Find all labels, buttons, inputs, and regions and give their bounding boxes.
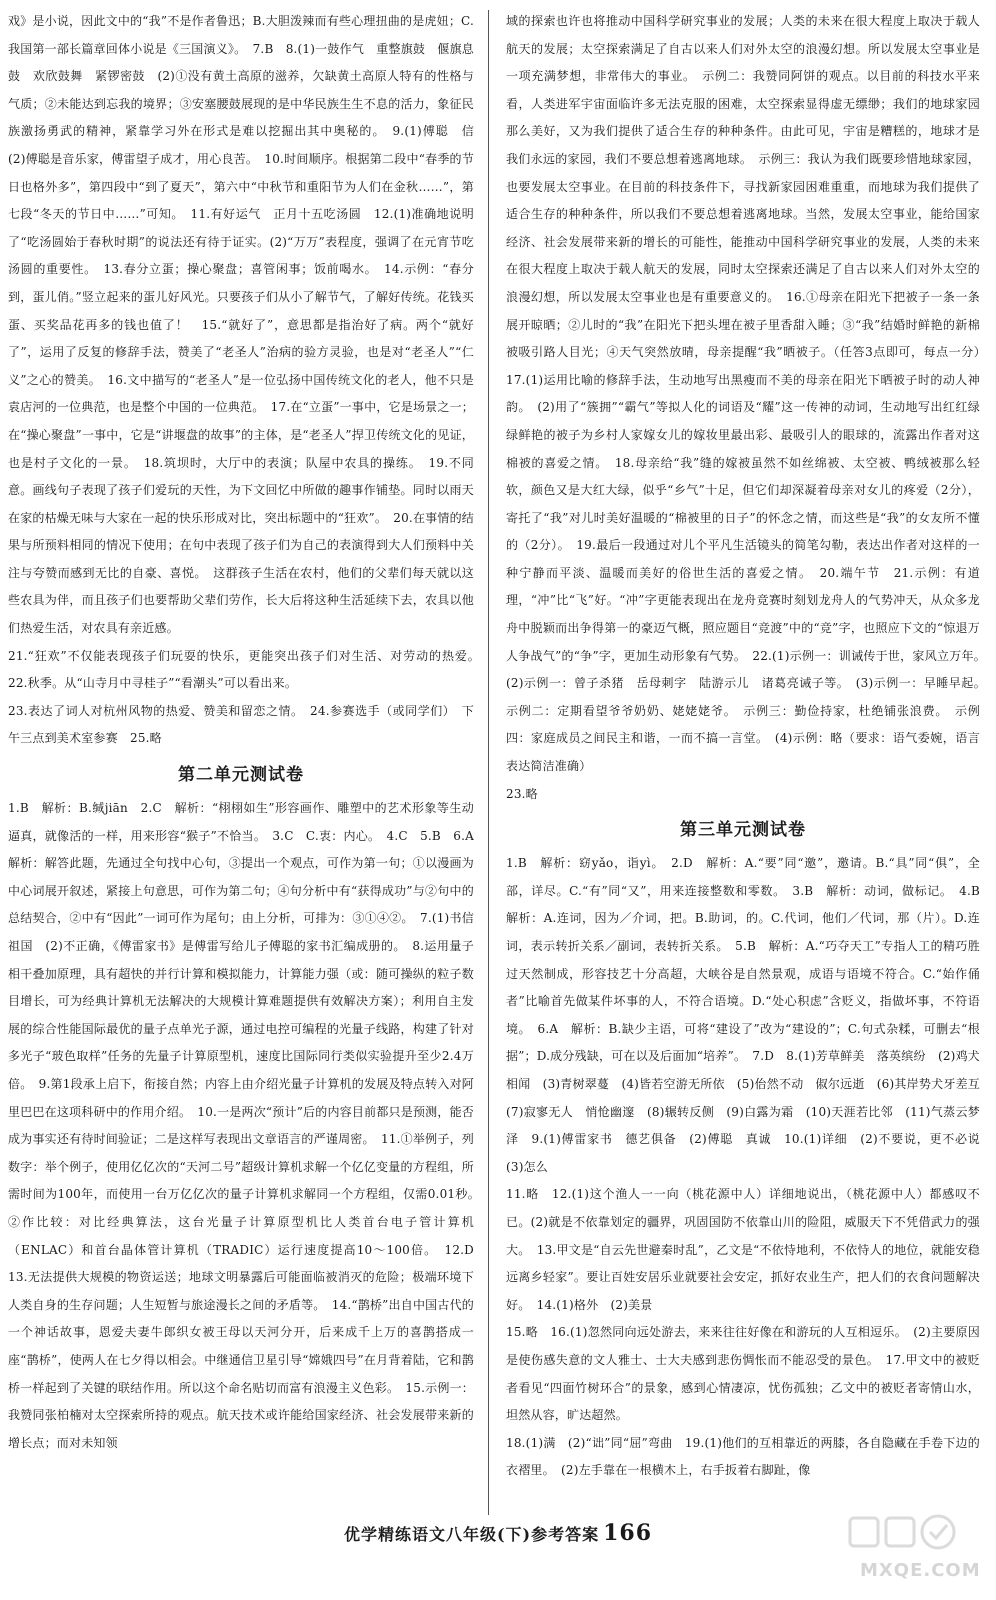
left-column <box>8 8 487 1457</box>
right-paragraph-1: 域的探索也许也将推动中国科学研究事业的发展；人类的未来在很大程度上取决于载人航天的发展；太空探索满足了自古以来人们对外太空的浪漫幻想。所以发展太空事业是一项充满梦想，非常伟大的事业。 示例二：我赞同阿饼的观点。以目前的科技水平来看，人类进军宇宙面临许多无法克服的困难，太空探索显得虚无缥缈；我们的地球家园那么美好，又为我们提供了适合生存的种种条件。由此可见，宇宙是糟糕的，地球才是我们永远的家园，我们不要总想着逃离地球。 示例三：我认为我们既要珍惜地球家园，也要发展太空事业。在目前的科技条件下，寻找新家园困难重重，而地球为我们提供了适合生存的种种条件，所以我们不要总想着逃离地球。当然，发展太空事业，能给国家经济、社会发展带来新的增长的可能性，能推动中国科学研究事业的发展，人类的未来在很大程度上取决于载人航天的发展，同时太空探索还满足了自古以来人们对外太空的浪漫幻想，所以发展太空事业也是有重要意义的。 16.①母亲在阳光下把被子一条一条展开晾晒；②儿时的“我”在阳光下把头埋在被子里香甜入睡；③“我”结婚时鲜艳的新棉被吸引路人目光；④天气突然放晴，母亲提醒“我”晒被子。（任答3点即可，每点一分） 17.(1)运用比喻的修辞手法，生动地写出黑瘦而不美的母亲在阳光下晒被子时的动人神韵。 (2)用了“簇拥”“霸气”等拟人化的词语及“耀”这一传神的动词，生动地写出红红绿绿鲜艳的被子为乡村人家嫁女儿的嫁妆里最出彩、最吸引人的眼球的，流露出作者对这棉被的喜爱之情。 18.母亲给“我”缝的嫁被虽然不如丝绵被、太空被、鸭绒被那么轻软，颜色又是大红大绿，似乎“乡气”十足，但它们却深凝着母亲对女儿的疼爱（2分），寄托了“我”对儿时美好温暖的“棉被里的日子”的怀念之情，而这些是“我”的女友所不懂的（2分）。 19.最后一段通过对儿个平凡生活镜头的简笔勾勒，表达出作者对这样的一种宁静而平淡、温暖而美好的俗世生活的喜爱之情。 20.端午节 21.示例：有道理，“冲”比“飞”好。“冲”字更能表现出在龙舟竞赛时刻划龙舟人的气势冲天，从众多龙舟中脱颖而出争得第一的豪迈气概，照应题目“竞渡”中的“竞”字，也照应下文的“惊退万人争战气”的“争”字，更加生动形象有气势。 22.(1)示例一：训诫传于世，家风立万年。 (2)示例一：曾子杀猪 岳母刺字 陆游示儿 诸葛亮诫子等。 (3)示例一：早睡早起。 示例二：定期看望爷爷奶奶、姥姥姥爷。 示例三：勤俭持家，杜绝铺张浪费。 示例四：家庭成员之间民主和谐，一而不搞一言堂。 (4)示例：略（要求：语气委婉，语言表达简洁准确） <box>506 14 993 774</box>
right-paragraph-2: 23.略 <box>506 786 538 801</box>
right-column <box>506 8 993 1485</box>
section-3-answers-4: 18.(1)满 (2)“诎”同“屈”弯曲 19.(1)他们的互相靠近的两膝，各自隐藏在手卷下边的衣褶里。 (2)左手靠在一根横木上，右手扳着右脚趾，像 <box>506 1435 980 1478</box>
section-2-title: 第二单元测试卷 <box>178 765 304 786</box>
column-divider <box>488 10 489 1515</box>
section-3-answers-2: 11.略 12.(1)这个渔人一一向（桃花源中人）详细地说出，（桃花源中人）都感叹不已。(2)就是不依靠划定的疆界，巩固国防不依靠山川的险阻，威服天下不凭借武力的强大。 13.甲文是“自云先世避秦时乱”，乙文是“不依恃地利，不依恃人的地位，就能安稳远离乡轻家”。要让百姓安居乐业就要社会安定，抓好农业生产，把人们的衣食问题解决好。 14.(1)格外 (2)美景 <box>506 1187 980 1312</box>
section-3-answers-1: 1.B 解析：窈yǎo，诣yì。 2.D 解析：A.“要”同“邀”，邀请。B.“具”同“俱”，全部，详尽。C.“有”同“又”，用来连接整数和零数。 3.B 解析：动词，做标记。 4.B 解析：A.连词，因为／介词，把。B.助词，的。C.代词，他们／代词，那（片）。D.连词，表示转折关系／副词，表转折关系。 5.B 解析：A.“巧夺天工”专指人工的精巧胜过天然制成，形容技艺十分高超，大峡谷是自然景观，成语与语境不符合。C.“始作俑者”比喻首先做某件坏事的人，不符合语境。D.“处心积虑”含贬义，指做坏事，不符语境。 6.A 解析：B.缺少主语，可将“建设了”改为“建设的”；C.句式杂糅，可删去“根据”；D.成分残缺，可在以及后面加“培养”。 7.D 8.(1)芳草鲜美 落英缤纷 (2)鸡犬相闻 (3)青树翠蔓 (4)皆若空游无所依 (5)佁然不动 俶尔远逝 (6)其岸势犬牙差互 (7)寂寥无人 悄怆幽邃 (8)辗转反侧 (9)白露为霜 (10)天涯若比邻 (11)气蒸云梦泽 9.(1)傅雷家书 德艺俱备 (2)傅聪 真诚 10.(1)详细 (2)不要说，更不必说 (3)怎么 <box>506 856 993 1174</box>
watermark <box>820 1512 980 1592</box>
section-3-answers-3: 15.略 16.(1)忽然同向远处游去，来来往往好像在和游玩的人互相逗乐。 (2)主要原因是使伤感失意的文人雅士、士大夫感到悲伤惆怅而不能忍受的景色。 17.甲文中的被贬者看见“四面竹树环合”的景象，感到心情凄凉，忧伤孤独；乙文中的被贬者寄情山水，坦然从容，旷达超然。 <box>506 1325 980 1423</box>
section-2-answers: 1.B 解析：B.缄jiān 2.C 解析：“栩栩如生”形容画作、雕塑中的艺术形象等生动逼真，就像活的一样，用来形容“猴子”不恰当。 3.C C.衷：内心。 4.C 5.B 6.A 解析：解答此题，先通过全句找中心句，③提出一个观点，可作为第一句；①以漫画为中心词展开叙述，紧接上句意思，可作为第二句；④句分析中有“获得成功”与②句中的总结契合，②中有“因此”一词可作为尾句；由上分析，可排为：③①④②。 7.(1)书信 祖国 (2)不正确，《傅雷家书》是傅雷写给儿子傅聪的家书汇编成册的。 8.运用量子相干叠加原理，具有超快的并行计算和模拟能力，计算能力强（或：随可操纵的粒子数目增长，可为经典计算机无法解决的大规模计算难题提供有效解决方案）；利用自主发展的综合性能国际最优的量子点单光子源，通过电控可编程的光量子线路，构建了针对多光子“玻色取样”任务的先量子计算原型机，速度比国际同行类似实验提升至少2.4万倍。 9.第1段承上启下，衔接自然；内容上由介绍光量子计算机的发展及特点转入对阿里巴巴在这项科研中的作用介绍。 10.一是两次“预计”后的内容目前都只是预测，能否成为事实还有待时间验证；二是这样写表现出文章语言的严谨周密。 11.①举例子，列数字：举个例子，使用亿亿次的“天河二号”超级计算机求解一个亿亿变量的方程组，所需时间为100年，而使用一台万亿亿次的量子计算机求解同一个方程组，仅需0.01秒。 ②作比较：对比经典算法，这台光量子计算原型机比人类首台电子管计算机（ENLAC）和首台晶体管计算机（TRADIC）运行速度提高10～100倍。 12.D 13.无法提供大规模的物资运送；地球文明暴露后可能面临被消灭的危险；极端环境下人类自身的生存问题；人生短暂与旅途漫长之间的矛盾等。 14.“鹊桥”出自中国古代的一个神话故事，恩爱夫妻牛郎织女被王母以天河分开，后来成千上万的喜鹊搭成一座“鹊桥”，使两人在七夕得以相会。中继通信卫星引导“嫦娥四号”在月背着陆，它和鹊桥一样起到了关键的联结作用。所以这个命名贴切而富有浪漫主义色彩。 15.示例一：我赞同张柏楠对太空探索所持的观点。航天技术或许能给国家经济、社会发展带来新的增长点；而对未知领 <box>8 801 487 1450</box>
left-paragraph-1: 戏》是小说，因此文中的“我”不是作者鲁迅；B.大胆泼辣而有些心理扭曲的是虎妞；C.我国第一部长篇章回体小说是《三国演义》。 7.B 8.(1)一鼓作气 重整旗鼓 偃旗息鼓 欢欣鼓舞 紧锣密鼓 (2)①没有黄土高原的滋养，欠缺黄土高原人特有的性格与气质；②未能达到忘我的境界；③安塞腰鼓展现的是中华民族生生不息的活力，象征民族激扬勇武的精神，紧靠学习外在形式是难以挖掘出其中奥秘的。 9.(1)傅聪 信 (2)傅聪是音乐家，傅雷望子成才，用心良苦。 10.时间顺序。根据第二段中“春季的节日也格外多”，第四段中“到了夏天”，第六中“中秋节和重阳节为人们在金秋……”，第七段“冬天的节日中……”可知。 11.有好运气 正月十五吃汤圆 12.(1)准确地说明了“吃汤圆始于春秋时期”的说法还有待于证实。(2)“万万”表程度，强调了在元宵节吃汤圆的重要性。 13.春分立蛋；操心聚盘；喜管闲事；饭前喝水。 14.示例：“春分到，蛋儿俏。”竖立起来的蛋儿好风光。只要孩子们从小了解节气，了解好传统。花钱买蛋、买奖品花再多的钱也值了！ 15.“就好了”，意思都是指治好了病。两个“就好了”，运用了反复的修辞手法，赞美了“老圣人”治病的验方灵验，也是对“老圣人”“仁义”之心的赞美。 16.文中描写的“老圣人”是一位弘扬中国传统文化的老人，他不只是袁店河的一位典范，也是整个中国的一位典范。 17.在“立蛋”一事中，它是场景之一；在“操心聚盘”一事中，它是“讲堰盘的故事”的主体，是“老圣人”捍卫传统文化的见证，也是村子文化的一景。 18.筑坝时，大厅中的表演；队屋中农具的操练。 19.不同意。画线句子表现了孩子们爱玩的天性，为下文回忆中所做的趣事作铺垫。同时以雨天在家的枯燥无味与大家在一起的快乐形成对比，突出标题中的“狂欢”。 20.在事情的结果与所预料相同的情况下使用；在句中表现了孩子们为自己的表演得到大人们预料中关注与夸赞而感到无比的自豪、喜悦。 这群孩子生活在农村，他们的父辈们每天就以这些农具为伴，而且孩子们也要帮助父辈们劳作，长大后将这种生活延续下去，农具以他们热爱生活，对农具有亲近感。 <box>8 14 487 636</box>
watermark-text: MXQE.COM <box>860 1560 981 1581</box>
left-paragraph-3: 23.表达了词人对杭州风物的热爱、赞美和留恋之情。 24.参赛选手（或同学们） 下午三点到美术室参赛 25.略 <box>8 703 474 746</box>
page-number: 166 <box>603 1520 653 1546</box>
answer-logo-icon <box>820 1512 980 1562</box>
left-paragraph-2: 21.“狂欢”不仅能表现孩子们玩耍的快乐，更能突出孩子们对生活、对劳动的热爱。 22.秋季。从“山寺月中寻桂子”“看潮头”可以看出来。 <box>8 648 487 691</box>
footer-title: 优学精练语文八年级(下)参考答案 <box>343 1525 600 1544</box>
section-3-title: 第三单元测试卷 <box>680 820 806 841</box>
